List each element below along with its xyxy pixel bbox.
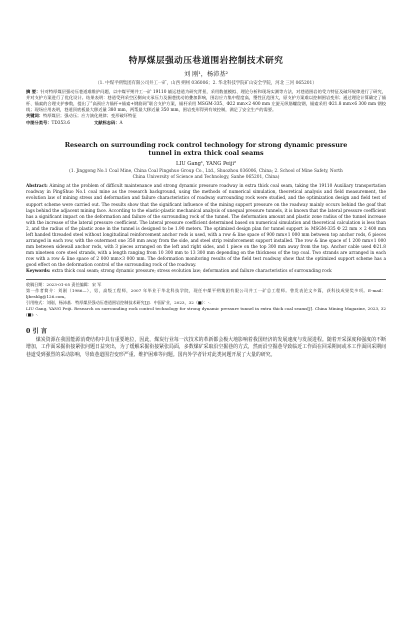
author-bio: 第一作者简介：刘刚（1986—），男，高级工程师，2007 年毕业于华北科技学院，现任中煤平朔集团有限公司井工一矿总工程师。曾发表论文多篇，获科技成果奖多项。E-mail：ljbeshlg@126.com。 (26, 288, 386, 300)
english-keywords (26, 269, 386, 275)
chinese-keywords (26, 114, 386, 120)
english-keywords-label: Keywords: (26, 269, 51, 275)
chinese-abstract-label: 摘 要： (26, 90, 41, 95)
chinese-abstract (26, 90, 386, 114)
clc-number: 中图分类号：TD353.6 (26, 121, 70, 127)
citation-cn: 引用格式：刘刚，杨沛基．特厚煤层强动压巷道围岩控制技术研究[J]．中国矿业，2023，32（■）：-. (26, 300, 211, 306)
introduction-paragraph: 煤炭资源在我国能源消费结构中具有重要地位，因此，煤炭行业每一次技术的革新都会极大地影响着我国经济的发展速度与发展进程。随着开采深度和强度的不断增加，工作面采掘衔接紧张问题日益突出，为了缓解采掘衔接紧张局面，多数煤矿采取沿空掘巷的方式，然而沿空掘巷导致临近工作面在回采期间或本工作面回采期间巷道受到强烈的采动影响，导致巷道围岩变形严重、维护困难等问题。国内外学者针对此类问题开展了大量的研究。 (26, 337, 386, 358)
english-affiliation-line-2: China University of Science and Technology, Sanhe 065201, China) (132, 175, 280, 181)
chinese-affiliation: （1. 中煤平朔集团有限公司井工一矿，山西 朔州 036006；2. 华北科技学院矿山安全学院，河北 三河 065201） (95, 81, 317, 86)
chinese-authors: 刘 刚¹，杨沛基² (183, 71, 229, 78)
english-keywords-text: extra thick coal seam; strong dynamic pressure; stress evolution law; deformation and failure characteristics of surrounding rock (51, 269, 332, 275)
article-metadata (26, 282, 386, 318)
footnote-divider (26, 279, 386, 280)
chinese-title: 特厚煤层强动压巷道围岩控制技术研究 (128, 56, 284, 66)
english-authors: LIU Gang¹, YANG Peiji² (175, 161, 237, 168)
paper-page (0, 54, 412, 638)
english-affiliation (26, 169, 386, 181)
chinese-keywords-text: 特厚煤层；强动压；应力演化规律；变形破坏特征 (43, 114, 137, 120)
english-abstract-text: Aiming at the problem of difficult maintenance and strong dynamic pressure roadway in extra thick coal seam, taking the 19110 Auxiliary transportation roadway in PingShuo No.1 coal mine as the research background, using the methods of numerical simulation, theoretical analysis and field measurement, the evolution law of mining stress and deformation and failure characteristics of roadway surrounding rock were studied, and the optimization design and field test of support scheme were carried out. The results show that the significant influence of the mining support pressure on the roadway mainly occurs behind the goaf that lags behind the adjacent mining face. According to the elastic-plastic mechanical analysis of unequal pressure tunnels, it is known that the lateral pressure coefficient has a significant impact on the deformation and failure of the surrounding rock of the tunnel. The deformation amount and plastic zone radius of the tunnel increase with the increase of the lateral pressure coefficient. The lateral pressure coefficient determined based on numerical simulation and theoretical calculation is less than 2, and the radius of the plastic zone in the tunnel is designed to be 1.90 meters. The optimized design plan for tunnel support is: MSGM-335 Φ 22 mm × 2 400 mm left handed threaded steel without longitudinal reinforcement anchor rods is used, with a row & line space of 900 mm×1 000 mm between top anchor rods, 6 pieces arranged in each row, with the outermost one 350 mm away from the side, and steel strip reinforcement support installed. The row & line space of 1 200 mm×1 000 mm between sidewall anchor rods, with 3 pieces arranged on the left and right sides, and 1 piece on the top 300 mm away from the top. Anchor cable used Φ21.8 mm nineteen core steel strands, with a length ranging from 10 300 mm to 13 300 mm depending on the thickness of the top coal. Two strands are arranged in each row with a row & line space of 2 000 mm×3 000 mm. The deformation monitoring results of the field test roadway show that the optimized support scheme has a good effect on the deformation control of the surrounding rock of the roadway. (26, 184, 386, 268)
document-code: 文献标志码：A (93, 121, 123, 127)
english-abstract (26, 184, 386, 269)
section-heading: 0 引 言 (26, 328, 47, 336)
classification-line (26, 121, 386, 127)
english-abstract-label: Abstract: (26, 184, 48, 190)
received-date: 收稿日期：2023-01-05 责任编辑：宋 军 (26, 282, 102, 288)
english-title: Research on surrounding rock control technology for strong dynamic pressure tunnel in extra thick coal seams (64, 140, 348, 157)
english-affiliation-line-1: (1. Jinggong No.1 Coal Mine, China Coal Pingshuo Group Co., Ltd., Shuozhou 036006, China; 2. School of Mine Safety, North (69, 169, 343, 175)
chinese-abstract-text: 针对特厚煤层强动压巷道难维护问题，以中煤平朔井工一矿 19110 辅运巷道为研究背景，采用数值模拟、理论分析和现场实测等方法，对巷道围岩的受力特征及破坏规律进行了研究，并对支护方案进行了优化设计。结果表明：巷道受到采空区侧向支承压力及掘巷扰动的叠加影响，围岩应力集中程度高，塑性区范围大，原支护方案难以控制围岩变形；通过理论计算确定了锚杆、锚索的合理支护参数，提出了“高预应力锚杆+锚索+钢筋网”联合支护方案，锚杆采用 MSGM-335、Φ22 mm×2 400 mm 左旋无纵筋螺纹钢，锚索采用 Φ21.8 mm×6 300 mm 钢绞线；现场应用表明，巷道顶底板最大移近量 380 mm，两帮最大移近量 350 mm，围岩变形得到有效控制，满足了安全生产的需要。 (26, 90, 386, 114)
citation-en: LIU Gang, YANG Peiji. Research on surrounding rock control technology for strong dynamic pressure tunnel in extra thick coal seams[J]. China Mining Magazine, 2023, 32 (■): -. (26, 306, 386, 318)
chinese-keywords-label: 关键词： (26, 114, 44, 120)
